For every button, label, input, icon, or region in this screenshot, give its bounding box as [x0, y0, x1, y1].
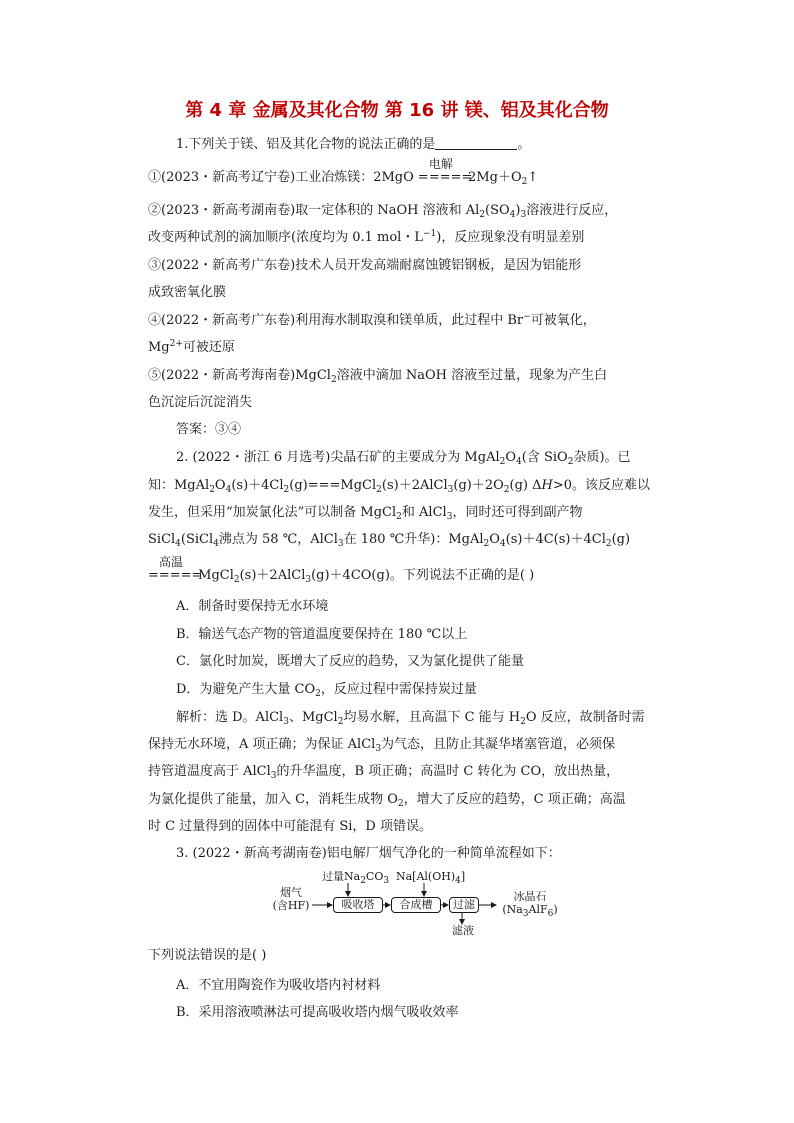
- q2-stem-line2: 知：$MgAl_2O_4(s)+4Cl_2(g)===MgCl_2(s)+2AlCl_3(g)+2O_2(g)$ ΔH>0。该反应难以: [148, 478, 651, 495]
- q2-explanation-line2: 保持无水环境，A 项正确；为保证 AlCl$_3$为气态，且防止其凝华堵塞管道，必须保: [148, 737, 616, 754]
- q2-option-d: D．为避免产生大量 $CO_2$，反应过程中需保持炭过量: [176, 682, 477, 699]
- q2-option-a: A．制备时要保持无水环境: [176, 599, 329, 614]
- flow-reagent-na2co3: 过量$Na_2CO_3$: [322, 870, 390, 886]
- q2-stem-line3: 发生，但采用“加炭氯化法”可以制备 MgCl$_2$和 AlCl$_3$，同时还可得到副产物: [148, 505, 583, 522]
- answer-blank: [435, 137, 517, 150]
- flow-box-filter: 过滤: [449, 897, 479, 913]
- q1-option-3-line2: 成致密氧化膜: [148, 285, 227, 300]
- flow-filtrate: 滤液: [452, 924, 474, 937]
- q2-explanation-line3: 持管道温度高于 AlCl$_3$的升华温度，B 项正确；高温时 C 转化为 CO，放出热量，: [148, 764, 620, 781]
- q1-option-3-line1: ③(2022・新高考广东卷)技术人员开发高端耐腐蚀镀铝钢板，是因为铝能形: [148, 258, 582, 273]
- q1-answer: 答案：③④: [176, 422, 242, 437]
- q2-stem-line4: SiCl$_4$(SiCl$_4$沸点为 58 ℃，AlCl$_3$在 180 ℃升华)：$MgAl_2O_4(s)+4C(s)+4Cl_2(g)$: [148, 532, 631, 549]
- q2-option-b: B．输送气态产物的管道温度要保持在 180 ℃以上: [176, 627, 468, 642]
- q2-stem-line1: 2. (2022・浙江 6 月选考)尖晶石矿的主要成分为 $MgAl_2O_4$(含 SiO$_2$杂质)。已: [176, 450, 631, 467]
- equation-condition-electrolysis: 电解 =====: [417, 157, 473, 185]
- q1-option-4-line2: $Mg^{2+}$可被还原: [148, 339, 235, 355]
- q2-stem-line5: 高温 ===== MgCl$_2$(s)＋2AlCl$_3$(g)＋4CO(g)。下列说法不正确的是( ): [148, 555, 535, 585]
- q1-option-5-line2: 色沉淀后沉淀消失: [148, 395, 253, 410]
- q3-stem: 3. (2022・新高考湖南卷)铝电解厂烟气净化的一种简单流程如下：: [176, 846, 561, 861]
- q1-option-1: ①(2023・新高考辽宁卷)工业冶炼镁：2MgO 电解 ===== $2Mg+O_2↑$: [148, 157, 539, 187]
- q2-explanation-line1: 解析：选 D。AlCl$_3$、MgCl$_2$均易水解，且高温下 C 能与 $H_2O$ 反应，故制备时需: [176, 710, 645, 727]
- q1-option-2-line1: ②(2023・新高考湖南卷)取一定体积的 NaOH 溶液和 $Al_2(SO_4)_3$溶液进行反应，: [148, 203, 618, 220]
- q1-option-2-line2: 改变两种试剂的滴加顺序(浓度均为 0.1 mol・$L^{-1}$)，反应现象没有明显差别: [148, 229, 585, 245]
- q1-stem: 1.下列关于镁、铝及其化合物的说法正确的是 。: [176, 137, 531, 152]
- page-title: 第 4 章 金属及其化合物 第 16 讲 镁、铝及其化合物: [185, 100, 609, 121]
- q3-option-a: A．不宜用陶瓷作为吸收塔内衬材料: [176, 978, 381, 993]
- q3-ask: 下列说法错误的是( ): [148, 948, 267, 963]
- equation-condition-high-temperature: 高温 =====: [148, 555, 203, 583]
- flow-reagent-sodium-aluminate: $Na[Al(OH)_4]$: [396, 870, 466, 886]
- flow-box-synthesis-tank: 合成槽: [391, 897, 441, 913]
- q2-option-c: C．氯化时加炭，既增大了反应的趋势，又为氯化提供了能量: [176, 654, 524, 669]
- flow-box-absorber: 吸收塔: [333, 897, 383, 913]
- flow-diagram: [270, 868, 570, 940]
- q1-option-4-line1: ④(2022・新高考广东卷)利用海水制取溴和镁单质，此过程中 Br−可被氧化，: [148, 312, 596, 328]
- q1-option-5-line1: ⑤(2022・新高考海南卷)MgCl$_2$溶液中滴加 NaOH 溶液至过量，现象为产生白: [148, 368, 608, 385]
- q2-explanation-line4: 为氯化提供了能量，加入 C，消耗生成物 $O_2$，增大了反应的趋势，C 项正确；高温: [148, 792, 626, 809]
- q2-explanation-line5: 时 C 过量得到的固体中可能混有 Si，D 项错误。: [148, 819, 432, 834]
- q3-option-b: B．采用溶液喷淋法可提高吸收塔内烟气吸收效率: [176, 1005, 459, 1020]
- flow-product-cryolite: 冰晶石 $(Na_3AlF_6)$: [502, 890, 558, 919]
- flow-input-gas: 烟气 (含HF): [272, 886, 310, 912]
